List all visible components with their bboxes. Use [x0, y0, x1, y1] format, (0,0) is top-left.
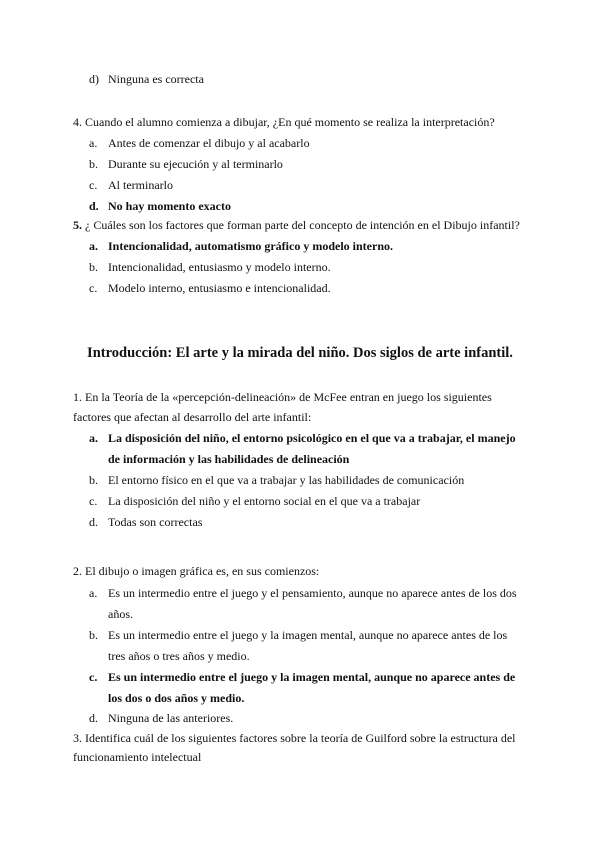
option-text: Intencionalidad, automatismo gráfico y modelo interno. [108, 239, 393, 253]
option-text: Ninguna es correcta [108, 72, 204, 86]
option-letter: a. [89, 239, 98, 253]
list-item [89, 72, 204, 86]
option-letter: d. [89, 199, 99, 213]
question-3-text-line1: 3. Identifica cuál de los siguientes factores sobre la teoría de Guilford sobre la estructura del [73, 731, 516, 745]
option-text: El entorno físico en el que va a trabajar y las habilidades de comunicación [108, 473, 465, 487]
option-letter: a. [89, 136, 98, 150]
question-1-text-line1: 1. En la Teoría de la «percepción-delineación» de McFee entran en juego los siguientes [73, 390, 492, 404]
option-letter: a. [89, 431, 98, 445]
option-text: Al terminarlo [108, 178, 173, 192]
option-text: La disposición del niño y el entorno social en el que va a trabajar [108, 494, 421, 508]
question-3-text-line2: funcionamiento intelectual [73, 750, 202, 764]
option-text: Todas son correctas [108, 515, 203, 529]
option-text: Es un intermedio entre el juego y el pensamiento, aunque no aparece antes de los dos [108, 586, 517, 600]
option-text: La disposición del niño, el entorno psicológico en el que va a trabajar, el manejo [108, 431, 516, 445]
option-text: Modelo interno, entusiasmo e intencionalidad. [108, 281, 331, 295]
option-text: Es un intermedio entre el juego y la imagen mental, aunque no aparece antes de los [108, 628, 508, 642]
option-text-continued: de información y las habilidades de delineación [108, 452, 350, 466]
question-4-text: 4. Cuando el alumno comienza a dibujar, ¿En qué momento se realiza la interpretación? [73, 115, 495, 129]
option-text-continued: años. [108, 607, 133, 621]
option-text-continued: tres años o tres años y medio. [108, 649, 250, 663]
option-letter: d) [89, 72, 99, 86]
option-letter: c. [89, 494, 98, 508]
question-number: 5. [73, 218, 82, 232]
option-text: Es un intermedio entre el juego y la imagen mental, aunque no aparece antes de [108, 670, 516, 684]
option-text: Intencionalidad, entusiasmo y modelo interno. [108, 260, 331, 274]
option-letter: b. [89, 628, 98, 642]
option-letter: d. [89, 711, 98, 725]
option-letter: a. [89, 586, 98, 600]
question-1-text-line2: factores que afectan al desarrollo del arte infantil: [73, 410, 312, 424]
option-letter: b. [89, 473, 98, 487]
option-letter: c. [89, 281, 98, 295]
question-text: ¿ Cuáles son los factores que forman parte del concepto de intención en el Dibujo infantil? [85, 218, 520, 232]
option-text: Ninguna de las anteriores. [108, 711, 234, 725]
section-title: Introducción: El arte y la mirada del niño. Dos siglos de arte infantil. [87, 345, 513, 361]
option-letter: b. [89, 157, 98, 171]
question-2-text: 2. El dibujo o imagen gráfica es, en sus comienzos: [73, 564, 320, 578]
option-letter: c. [89, 178, 98, 192]
option-text-continued: los dos o dos años y medio. [108, 691, 245, 705]
question-5-text [73, 218, 520, 232]
option-letter: d. [89, 515, 98, 529]
option-letter: b. [89, 260, 98, 274]
option-text: No hay momento exacto [108, 199, 231, 213]
option-letter: c. [89, 670, 98, 684]
option-text: Durante su ejecución y al terminarlo [108, 157, 283, 171]
option-text: Antes de comenzar el dibujo y al acabarlo [108, 136, 310, 150]
